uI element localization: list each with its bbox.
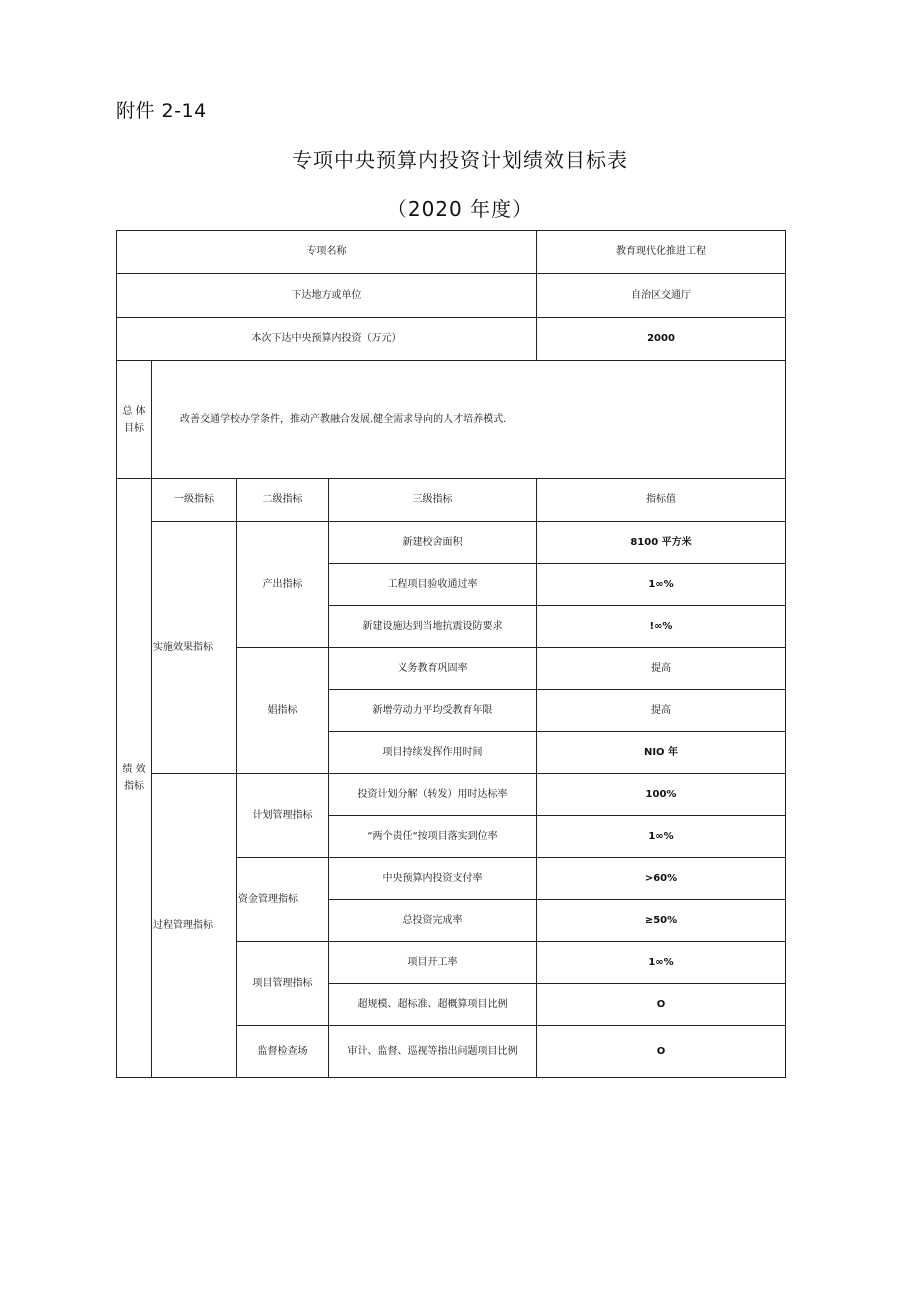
indicator-value: 1∞% <box>537 564 786 606</box>
indicator-name: 总投资完成率 <box>329 900 537 942</box>
indicator-value: 100% <box>537 774 786 816</box>
header-level1: 一级指标 <box>152 479 237 522</box>
project-name-row <box>117 231 786 274</box>
indicator-value: O <box>537 1026 786 1078</box>
performance-indicators-label-line1: 绩 效 <box>122 764 146 775</box>
indicator-value: NIO 年 <box>537 732 786 774</box>
overall-goal-row <box>117 361 786 479</box>
indicator-value: 提高 <box>537 648 786 690</box>
document-year: （2020 年度） <box>386 197 534 221</box>
indicator-value: 1∞% <box>537 816 786 858</box>
unit-label: 下达地方或单位 <box>117 274 537 318</box>
plan-group-label: 计划管理指标 <box>237 774 329 858</box>
indicator-value: O <box>537 984 786 1026</box>
overall-goal-label-line1: 总 体 <box>122 405 146 417</box>
investment-row <box>117 318 786 361</box>
overall-goal-label-line2: 目标 <box>124 422 144 434</box>
indicator-name: 项目持续发挥作用时间 <box>329 732 537 774</box>
process-group-label: 过程管理指标 <box>152 774 237 1078</box>
indicator-value: !∞% <box>537 606 786 648</box>
project-name-label: 专项名称 <box>117 231 537 274</box>
indicator-value: ≥50% <box>537 900 786 942</box>
indicator-name: “两个责任“按项目落实到位率 <box>329 816 537 858</box>
indicator-value: 8100 平方米 <box>537 522 786 564</box>
output-group-label: 产出指标 <box>237 522 329 648</box>
performance-indicators-label <box>117 479 152 1078</box>
header-value: 指标值 <box>537 479 786 522</box>
project-group-label: 项目管理指标 <box>237 942 329 1026</box>
attachment-label: 附件 2-14 <box>116 100 207 122</box>
performance-target-table <box>116 230 786 1078</box>
indicator-name: 超规模、超标准、超概算项目比例 <box>329 984 537 1026</box>
indicator-name: 新建设施达到当地抗震设防要求 <box>329 606 537 648</box>
indicator-value: 1∞% <box>537 942 786 984</box>
indicator-name: 工程项目验收通过率 <box>329 564 537 606</box>
benefit-group-label: 娼指标 <box>237 648 329 774</box>
investment-value: 2000 <box>537 318 786 361</box>
project-name-value: 教育现代化推进工程 <box>537 231 786 274</box>
overall-goal-text: 改善交通学校办学条件，推动产教融合发展.健全需求导向的人才培养模式. <box>152 361 786 479</box>
indicator-value: 提高 <box>537 690 786 732</box>
indicator-name: 新建校舍面积 <box>329 522 537 564</box>
performance-indicators-label-line2: 指标 <box>124 781 144 792</box>
unit-value: 自治区交通厅 <box>537 274 786 318</box>
indicator-row <box>117 774 786 816</box>
indicator-name: 中央预算内投资支付率 <box>329 858 537 900</box>
indicator-name: 投资计划分解（转发）用时达标率 <box>329 774 537 816</box>
indicator-name: 审计、监督、巡视等指出问题项目比例 <box>329 1026 537 1078</box>
indicator-header-row <box>117 479 786 522</box>
supervision-group-label: 监督检查场 <box>237 1026 329 1078</box>
indicator-value: >60% <box>537 858 786 900</box>
indicator-name: 新增劳动力平均受教育年限 <box>329 690 537 732</box>
indicator-name: 项目开工率 <box>329 942 537 984</box>
indicator-name: 义务教育巩固率 <box>329 648 537 690</box>
investment-label: 本次下达中央预算内投资（万元） <box>117 318 537 361</box>
header-level3: 三级指标 <box>329 479 537 522</box>
effect-group-label: 实施效果指标 <box>152 522 237 774</box>
document-title: 专项中央预算内投资计划绩效目标表 <box>292 148 628 172</box>
fund-group-label: 资金管理指标 <box>237 858 329 942</box>
indicator-row <box>117 522 786 564</box>
unit-row <box>117 274 786 318</box>
overall-goal-label <box>117 361 152 479</box>
header-level2: 二级指标 <box>237 479 329 522</box>
